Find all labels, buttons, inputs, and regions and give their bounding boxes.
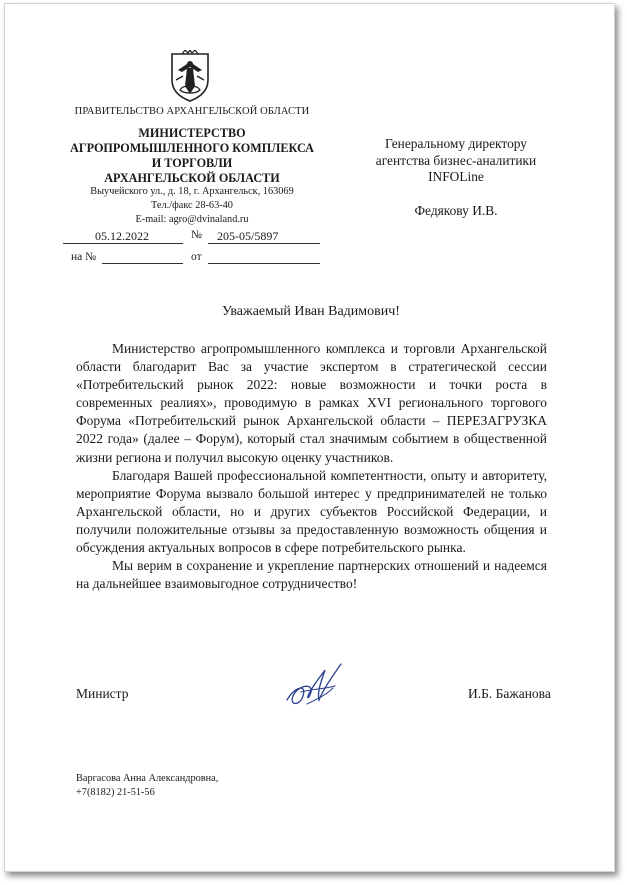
handwritten-signature [281, 656, 345, 712]
reference-underline [102, 263, 183, 264]
ministry-name [64, 126, 320, 186]
outgoing-number: 205-05/5897 [217, 229, 279, 243]
addressee-line: Генеральному директору [385, 136, 527, 151]
executor-name: Варгасова Анна Александровна, [76, 773, 219, 784]
addressee-name: Федякову И.В. [414, 203, 498, 218]
letter-page [4, 3, 615, 872]
salutation: Уважаемый Иван Вадимович! [222, 304, 400, 319]
ministry-line: МИНИСТЕРСТВО [138, 126, 246, 140]
from-label: от [191, 251, 202, 263]
body-paragraph: Министерство агропромышленного комплекса и торговли Архангельской области благодарит Вас за участие экспертом в стратегической сессии «Потребительский рынок 2022: новые возможности и точки роста в современных реалиях», проводимую в рамках XVI регионального торгового Форума «Потребительский рынок Архангельской области – ПЕРЕЗАГРУЗКА 2022 года» (далее – Форум), который стал значимым событием в общественной жизни региона и получил высокую оценку участников. [76, 341, 547, 465]
ministry-line: АРХАНГЕЛЬСКОЙ ОБЛАСТИ [104, 171, 280, 185]
addressee-line: агентства бизнес-аналитики [375, 152, 537, 168]
executor-block [76, 772, 218, 799]
from-underline [208, 263, 320, 264]
ministry-contacts [64, 185, 320, 227]
letter-body [76, 340, 547, 593]
email-address: E-mail: agro@dvinaland.ru [135, 214, 249, 225]
ministry-line: АГРОПРОМЫШЛЕННОГО КОМПЛЕКСА [70, 141, 314, 155]
outgoing-date: 05.12.2022 [95, 229, 149, 243]
addressee-line: INFOLine [428, 169, 484, 184]
reference-label: на № [71, 251, 97, 263]
body-paragraph: Благодаря Вашей профессиональной компетентности, опыту и авторитету, мероприятие Форума вызвало большой интерес у предпринимателей не только Архангельской области, но и других субъектов Российской Федерации, и получили положительные отзывы за предоставленную возможность общения и обсуждения актуальных вопросов в сфере потребительского рынка. [76, 467, 547, 556]
number-sign: № [191, 229, 202, 241]
executor-phone: +7(8182) 21-51-56 [76, 786, 155, 798]
government-name: ПРАВИТЕЛЬСТВО АРХАНГЕЛЬСКОЙ ОБЛАСТИ [74, 106, 310, 117]
addressee [356, 136, 556, 186]
body-paragraph: Мы верим в сохранение и укрепление партнерских отношений и надеемся на дальнейшее взаимовыгодное сотрудничество! [76, 558, 547, 592]
postal-address: Выучейского ул., д. 18, г. Архангельск, 163069 [90, 186, 294, 197]
ministry-line: И ТОРГОВЛИ [151, 156, 233, 170]
signatory-title: Министр [76, 686, 129, 701]
coat-of-arms-icon [168, 50, 212, 102]
signatory-name: И.Б. Бажанова [468, 686, 551, 701]
phone-fax: Тел./факс 28-63-40 [151, 200, 233, 211]
